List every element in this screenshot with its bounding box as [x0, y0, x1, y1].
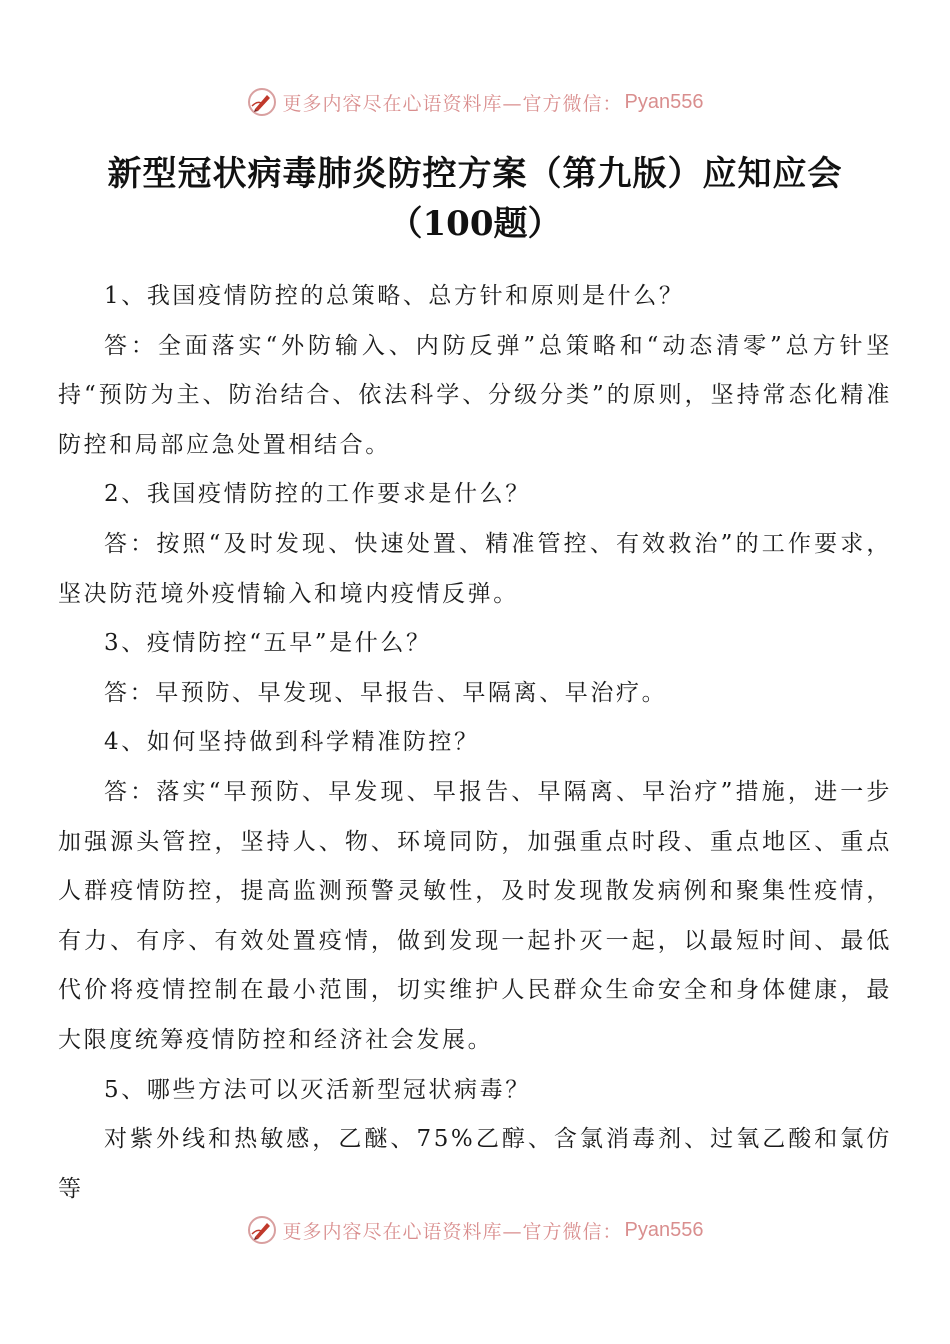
header-watermark	[0, 84, 950, 120]
question-5: 5、哪些方法可以灭活新型冠状病毒？	[104, 1076, 531, 1103]
footer-watermark	[0, 1212, 950, 1248]
document-body	[58, 272, 892, 1214]
document-subtitle: （100题）	[388, 204, 562, 244]
pen-logo-icon	[247, 1215, 277, 1245]
watermark-text: 更多内容尽在心语资料库—官方微信：	[282, 92, 623, 115]
watermark-wechat-id: Pyan556	[624, 1218, 704, 1241]
watermark-text: 更多内容尽在心语资料库—官方微信：	[282, 1220, 623, 1243]
answer-3: 答：早预防、早发现、早报告、早隔离、早治疗。	[104, 679, 668, 706]
answer-5: 对紫外线和热敏感，乙醚、75%乙醇、含氯消毒剂、过氧乙酸和氯仿等	[58, 1126, 892, 1202]
question-1: 1、我国疫情防控的总策略、总方针和原则是什么？	[104, 283, 685, 309]
pen-logo-icon	[247, 87, 277, 117]
answer-1: 答：全面落实“外防输入、内防反弹”总策略和“动态清零”总方针坚持“预防为主、防治结合、依法科学、分级分类”的原则，坚持常态化精准防控和局部应急处置相结合。	[58, 332, 892, 458]
answer-4: 答：落实“早预防、早发现、早报告、早隔离、早治疗”措施，进一步加强源头管控，坚持人、物、环境同防，加强重点时段、重点地区、重点人群疫情防控，提高监测预警灵敏性，及时发现散发病例和聚集性疫情，有力、有序、有效处置疫情，做到发现一起扑灭一起，以最短时间、最低代价将疫情控制在最小范围，切实维护人民群众生命安全和身体健康，最大限度统筹疫情防控和经济社会发展。	[58, 778, 892, 1053]
question-3: 3、疫情防控“五早”是什么？	[104, 630, 432, 657]
watermark-wechat-id: Pyan556	[624, 90, 704, 113]
question-2: 2、我国疫情防控的工作要求是什么？	[104, 481, 531, 508]
answer-2: 答：按照“及时发现、快速处置、精准管控、有效救治”的工作要求，坚决防范境外疫情输入和境内疫情反弹。	[58, 530, 892, 607]
question-4: 4、如何坚持做到科学精准防控？	[104, 729, 480, 756]
document-title: 新型冠状病毒肺炎防控方案（第九版）应知应会	[107, 154, 843, 194]
